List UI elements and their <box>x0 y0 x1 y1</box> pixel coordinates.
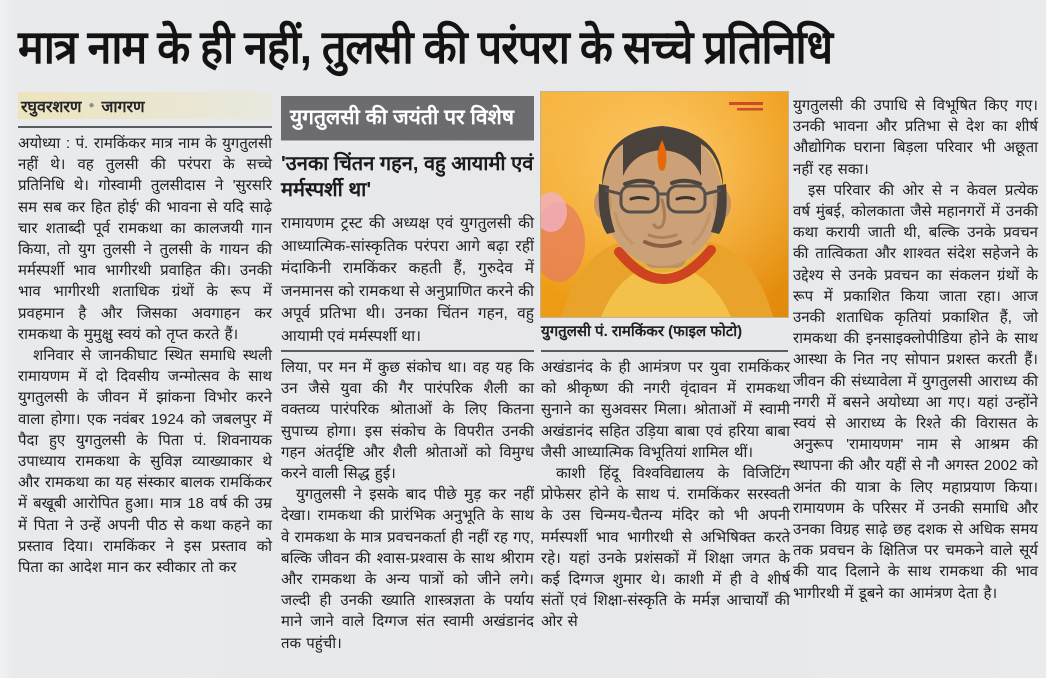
article-column-3 <box>541 357 790 668</box>
paragraph: लिया, पर मन में कुछ संकोच था। वह यह कि उन जैसे युवा की गैर पारंपरिक शैली का वक्तव्य पारंपरिक श्रोताओं के लिए कितना सुपाच्य होगा। इस संकोच के विपरीत उनकी गहन अंतर्दृष्टि और शैली श्रोताओं को विमुग्ध करने वाली सिद्ध हुई। <box>281 359 534 483</box>
paragraph: काशी हिंदू विश्वविद्यालय के विजिटिंग प्रोफेसर होने के साथ पं. रामकिंकर सरस्वती के उस चिन्मय-चैतन्य मंदिर को भी अपनी मर्मस्पर्शी भाव भागीरथी से अभिषिक्त करते रहे। यहां उनके प्रशंसकों में शिक्षा जगत के कई दिग्गज शुमार थे। काशी में ही वे शीर्ष संतों एवं शिक्षा-संस्कृति के मर्मज्ञ आचार्यों की ओर से <box>541 465 790 631</box>
paragraph: इस परिवार की ओर से न केवल प्रत्येक वर्ष मुंबई, कोलकाता जैसे महानगरों में उनकी कथा करायी जाती थी, बल्कि उनके प्रवचन की तात्विकता और शाश्वत संदेश सहेजने के उद्देश्य से उनके प्रवचन का संकलन ग्रंथों के रूप में प्रकाशित किया जाता रहा। आज उनकी शताधिक कृतियां प्रकाशित हैं, जो रामकथा की इनसाइक्लोपीडिया होने के साथ आस्था के नित नए सोपान प्रशस्त करती हैं। जीवन की संध्यावेला में युगतुलसी आराध्य की नगरी में बसने अयोध्या आ गए। यहां उन्होंने स्वयं से आराध्य के रिश्ते की विरासत के अनुरूप 'रामायणम' नाम से आश्रम की स्थापना की और यहीं से नौ अगस्त 2002 को अनंत की यात्रा के लिए महाप्रयाण किया। रामायणम के परिसर में उनकी समाधि और उनका विग्रह साढ़े छह दशक से अधिक समय तक प्रवचन के क्षितिज पर चमकने वाले सूर्य की याद दिलाने के साथ रामकथा की भाव भागीरथी में डूबने का आमंत्रण देता है। <box>793 181 1038 602</box>
portrait-photo <box>541 92 788 317</box>
byline-newspaper-name: जागरण <box>101 98 145 116</box>
article-headline: मात्र नाम के ही नहीं, तुलसी की परंपरा के सच्चे प्रतिनिधि <box>18 22 833 74</box>
column-divider <box>281 350 534 352</box>
paragraph: युगतुलसी की उपाधि से विभूषित किए गए। उनकी भावना और प्रतिभा से देश का शीर्ष औद्योगिक घराना बिड़ला परिवार भी अछूता नहीं रह सका। <box>793 97 1038 178</box>
paragraph: अखंडानंद के ही आमंत्रण पर युवा रामकिंकर को श्रीकृष्ण की नगरी वृंदावन में रामकथा सुनाने का सुअवसर मिला। श्रोताओं में स्वामी अखंडानंद सहित उड़िया बाबा एवं हरिया बाबा जैसी आध्यात्मिक विभूतियां शामिल थीं। <box>541 359 790 461</box>
byline-divider <box>18 126 272 128</box>
byline <box>18 92 272 119</box>
photo-caption: युगतुलसी पं. रामकिंकर (फाइल फोटो) <box>541 323 743 340</box>
paragraph: शनिवार से जानकीघाट स्थित समाधि स्थली रामायणम में दो दिवसीय जन्मोत्सव के साथ युगतुलसी के जीवन में झांकना विभोर करने वाला होगा। एक नवंबर 1924 को जबलपुर में पैदा हुए युगतुलसी के पिता पं. शिवनायक उपाध्याय रामकथा के सुविज्ञ व्याख्याकार थे और रामकथा का यह संस्कार बालक रामकिंकर में बखूबी आरोपित हुआ। मात्र 18 वर्ष की उम्र में पिता ने उन्हें अपनी पीठ से कथा कहने का प्रस्ताव दिया। रामकिंकर ने इस प्रस्ताव को पिता का आदेश मान कर स्वीकार तो कर <box>18 347 272 577</box>
feature-kicker: युगतुलसी की जयंती पर विशेष <box>281 96 534 140</box>
feature-body-text: रामायणम ट्रस्ट की अध्यक्ष एवं युगतुलसी की आध्यात्मिक-सांस्कृतिक परंपरा आगे बढ़ा रहीं मंदाकिनी रामकिंकर कहती हैं, गुरुदेव में जनमानस को रामकथा से अनुप्राणित करने की अपूर्व प्रतिभा थी। उनका चिंतन गहन, वहु आयामी एवं मर्मस्पर्शी था। <box>281 215 534 345</box>
portrait-illustration <box>541 92 788 317</box>
paragraph: युगतुलसी ने इसके बाद पीछे मुड़ कर नहीं देखा। रामकथा की प्रारंभिक अनुभूति के साथ वे रामकथा के मात्र प्रवचनकर्ता ही नहीं रह गए, बल्कि जीवन की श्वास-प्रश्वास के साथ श्रीराम और रामकथा के अन्य पात्रों को जीने लगे। जल्दी ही उनकी ख्याति शास्त्रज्ञता के पर्याय माने जाने वाले दिग्गज संत स्वामी अखंडानंद तक पहुंची। <box>281 486 534 652</box>
article-column-4 <box>793 95 1038 670</box>
byline-author: रघुवरशरण <box>21 98 82 116</box>
special-feature-box <box>281 96 534 348</box>
byline-bullet-icon: ● <box>88 100 95 111</box>
feature-quote-heading: 'उनका चिंतन गहन, वहु आयामी एवं मर्मस्पर्शी था' <box>281 153 534 201</box>
column-divider <box>541 350 788 352</box>
article-column-1 <box>18 133 272 668</box>
paragraph: अयोध्या : पं. रामकिंकर मात्र नाम के युगतुलसी नहीं थे। वह तुलसी की परंपरा के सच्चे प्रतिनिधि थे। गोस्वामी तुलसीदास ने 'सुरसरि सम सब कर हित होई' की भावना से यदि साढ़े चार शताब्दी पूर्व रामकथा का कालजयी गान किया, तो युग तुलसी ने तुलसी के गायन की मर्मस्पर्शी भाव भागीरथी प्रवाहित की। उनकी भाव भागीरथी शताधिक ग्रंथों के रूप में प्रवहमान है और जिसका अवगाहन कर रामकथा के मुमुक्षु स्वयं को तृप्त करते हैं। <box>18 135 272 343</box>
article-column-2 <box>281 357 534 668</box>
